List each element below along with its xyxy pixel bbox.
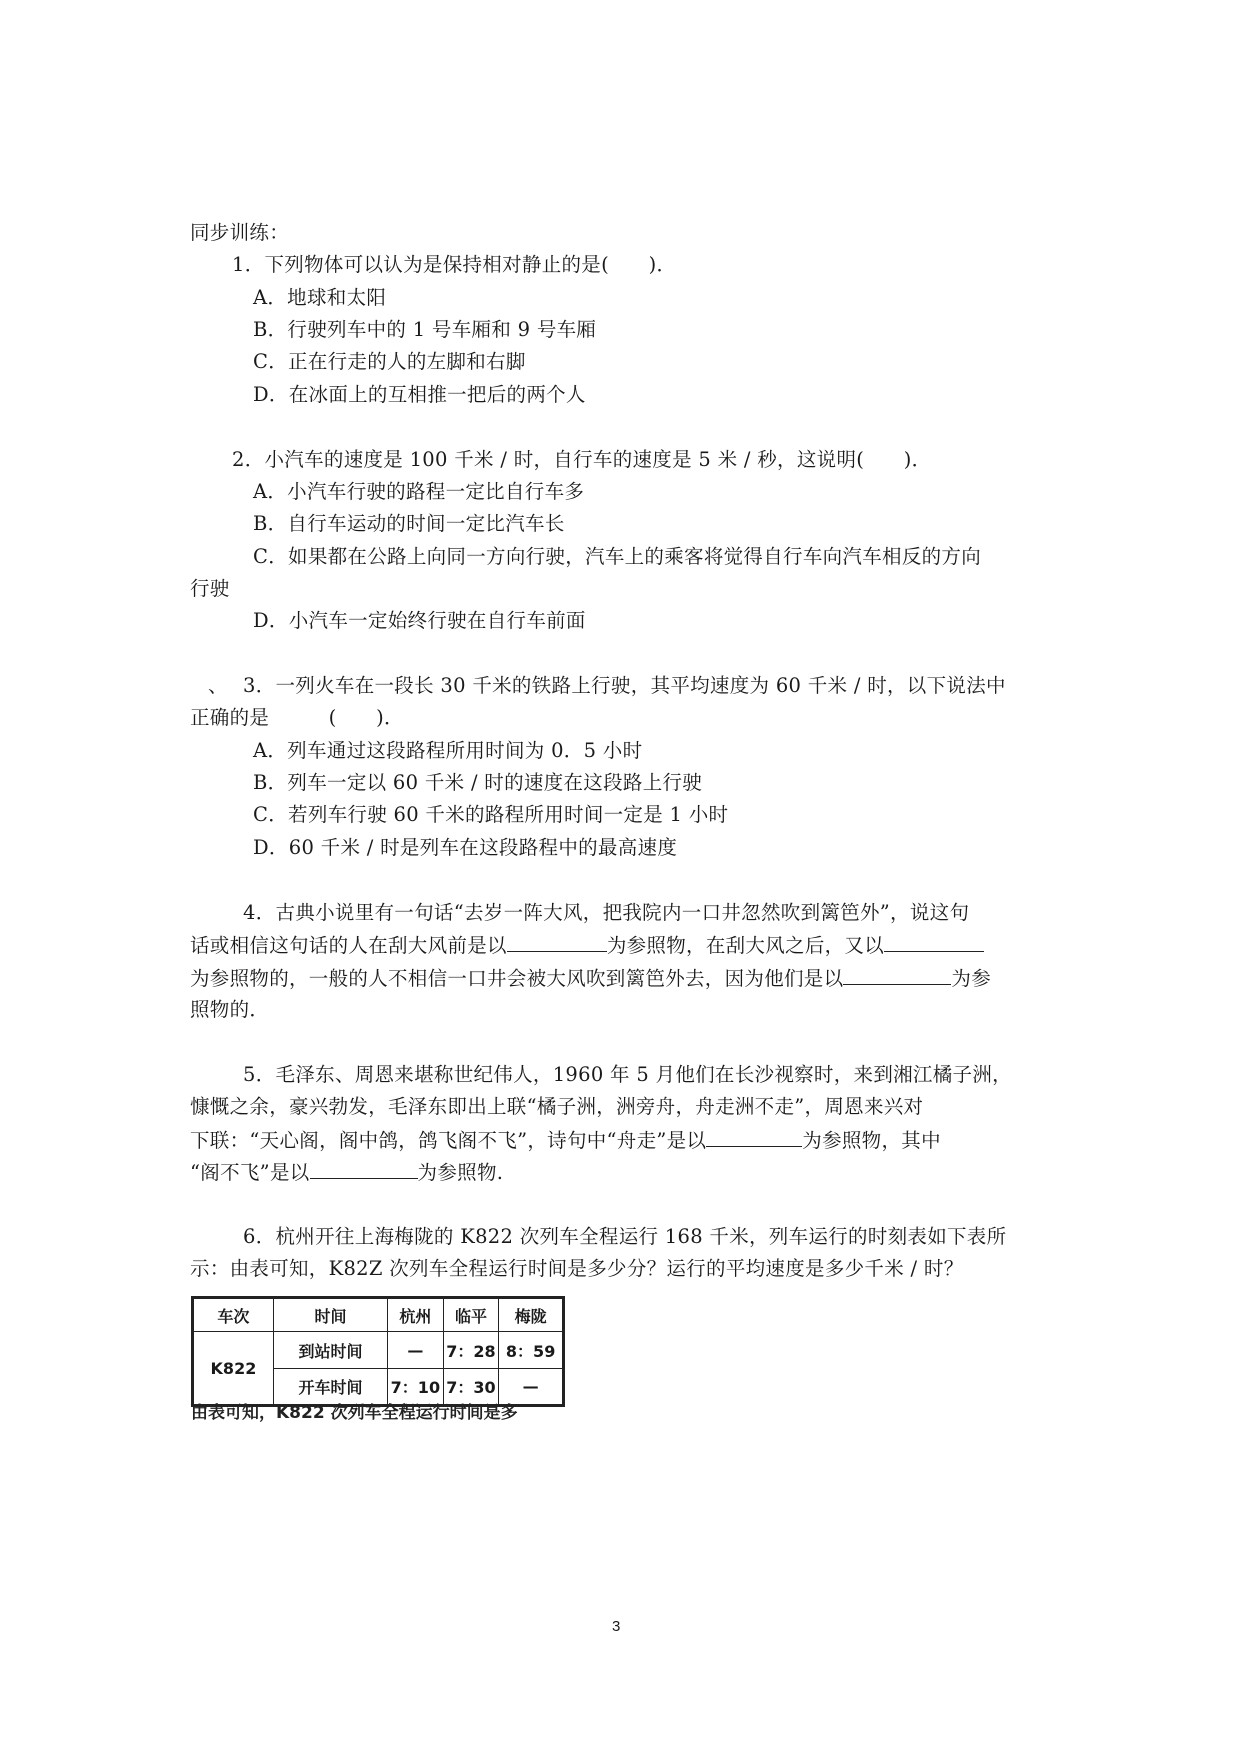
q4-line2-text-a: 话或相信这句话的人在刮大风前是以 [190, 934, 507, 957]
q2-stem: 2．小汽车的速度是 100 千米 / 时，自行车的速度是 5 米 / 秒，这说明( )． [232, 448, 932, 471]
table-cell: 7：28 [443, 1332, 499, 1369]
table-cell: 7：30 [443, 1369, 499, 1406]
table-cell: 8：59 [499, 1332, 564, 1369]
q2-option-d: D．小汽车一定始终行驶在自行车前面 [253, 609, 586, 632]
q3-option-c: C．若列车行驶 60 千米的路程所用时间一定是 1 小时 [253, 803, 729, 826]
q1-option-b: B．行驶列车中的 1 号车厢和 9 号车厢 [253, 318, 597, 341]
table-header-train: 车次 [193, 1298, 274, 1332]
q2-option-c: C．如果都在公路上向同一方向行驶，汽车上的乘客将觉得自行车向汽车相反的方向 [253, 545, 982, 568]
table-cell: — [499, 1369, 564, 1406]
q2-option-a: A．小汽车行驶的路程一定比自行车多 [253, 480, 585, 503]
q5-line1: 5．毛泽东、周恩来堪称世纪伟人，1960 年 5 月他们在长沙视察时，来到湘江橘子洲， [243, 1063, 1012, 1086]
q1-option-a: A．地球和太阳 [253, 286, 387, 309]
q4-line3 [190, 966, 991, 991]
q6-line2: 示：由表可知，K82Z 次列车全程运行时间是多少分？运行的平均速度是多少千米 / 时？ [190, 1257, 964, 1280]
q3-option-a: A．列车通过这段路程所用时间为 0．5 小时 [253, 739, 643, 762]
q5-line3 [190, 1128, 941, 1153]
q4-answer-blank-3[interactable] [843, 966, 951, 985]
table-row-label-arrival: 到站时间 [273, 1332, 387, 1369]
q4-line2 [190, 933, 984, 958]
q5-line3-text-b: 为参照物，其中 [802, 1129, 941, 1152]
q4-answer-blank-1[interactable] [507, 933, 607, 952]
section-heading: 同步训练： [190, 221, 290, 244]
q5-answer-blank-2[interactable] [310, 1160, 418, 1179]
timetable-image [191, 1296, 575, 1410]
q5-line2: 慷慨之余，豪兴勃发，毛泽东即出上联“橘子洲，洲旁舟，舟走洲不走”，周恩来兴对 [190, 1095, 924, 1118]
timetable [191, 1296, 565, 1407]
table-cell-train-number: K822 [193, 1332, 274, 1406]
q3-option-b: B．列车一定以 60 千米 / 时的速度在这段路上行驶 [253, 771, 703, 794]
q3-stem-line2: 正确的是 ( )． [190, 706, 404, 729]
q4-answer-blank-2[interactable] [884, 933, 984, 952]
table-header-time: 时间 [273, 1298, 387, 1332]
q5-line4-text-b: 为参照物. [417, 1161, 504, 1184]
q1-option-c: C．正在行走的人的左脚和右脚 [253, 350, 526, 373]
q5-line4-text-a: “阁不飞”是以 [190, 1161, 310, 1184]
q4-line4: 照物的． [190, 998, 270, 1021]
cropped-text-fragment [191, 1403, 581, 1423]
q4-line3-text-a: 为参照物的，一般的人不相信一口井会被大风吹到篱笆外去，因为他们是以 [190, 967, 844, 990]
q4-line2-text-b: 为参照物，在刮大风之后，又以 [606, 934, 885, 957]
q4-line3-text-b: 为参 [951, 967, 992, 990]
table-cell: — [388, 1332, 444, 1369]
q3-option-d: D．60 千米 / 时是列车在这段路程中的最高速度 [253, 836, 678, 859]
q4-line1: 4．古典小说里有一句话“去岁一阵大风，把我院内一口井忽然吹到篱笆外”，说这句 [243, 901, 970, 924]
table-cell: 7：10 [388, 1369, 444, 1406]
q1-stem: 1．下列物体可以认为是保持相对静止的是( )． [232, 253, 677, 276]
q6-line1: 6．杭州开往上海梅陇的 K822 次列车全程运行 168 千米，列车运行的时刻表如下表所 [243, 1225, 1007, 1248]
q2-option-c-continued: 行驶 [190, 577, 230, 600]
q3-prefix-mark: 、 [208, 674, 228, 697]
table-header-linping: 临平 [443, 1298, 499, 1332]
q5-line4 [190, 1160, 503, 1185]
table-header-meilong: 梅陇 [499, 1298, 564, 1332]
page-number: 3 [612, 1618, 621, 1635]
q3-stem-line1: 3．一列火车在一段长 30 千米的铁路上行驶，其平均速度为 60 千米 / 时，以下说法中 [243, 674, 1006, 697]
q1-option-d: D．在冰面上的互相推一把后的两个人 [253, 383, 586, 406]
table-row-label-departure: 开车时间 [273, 1369, 387, 1406]
q5-answer-blank-1[interactable] [706, 1128, 802, 1147]
q5-line3-text-a: 下联：“天心阁，阁中鸽，鸽飞阁不飞”，诗句中“舟走”是以 [190, 1129, 707, 1152]
cropped-text: 由表可知，K822 次列车全程运行时间是多 [191, 1403, 518, 1423]
table-header-hangzhou: 杭州 [388, 1298, 444, 1332]
q2-option-b: B．自行车运动的时间一定比汽车长 [253, 512, 565, 535]
